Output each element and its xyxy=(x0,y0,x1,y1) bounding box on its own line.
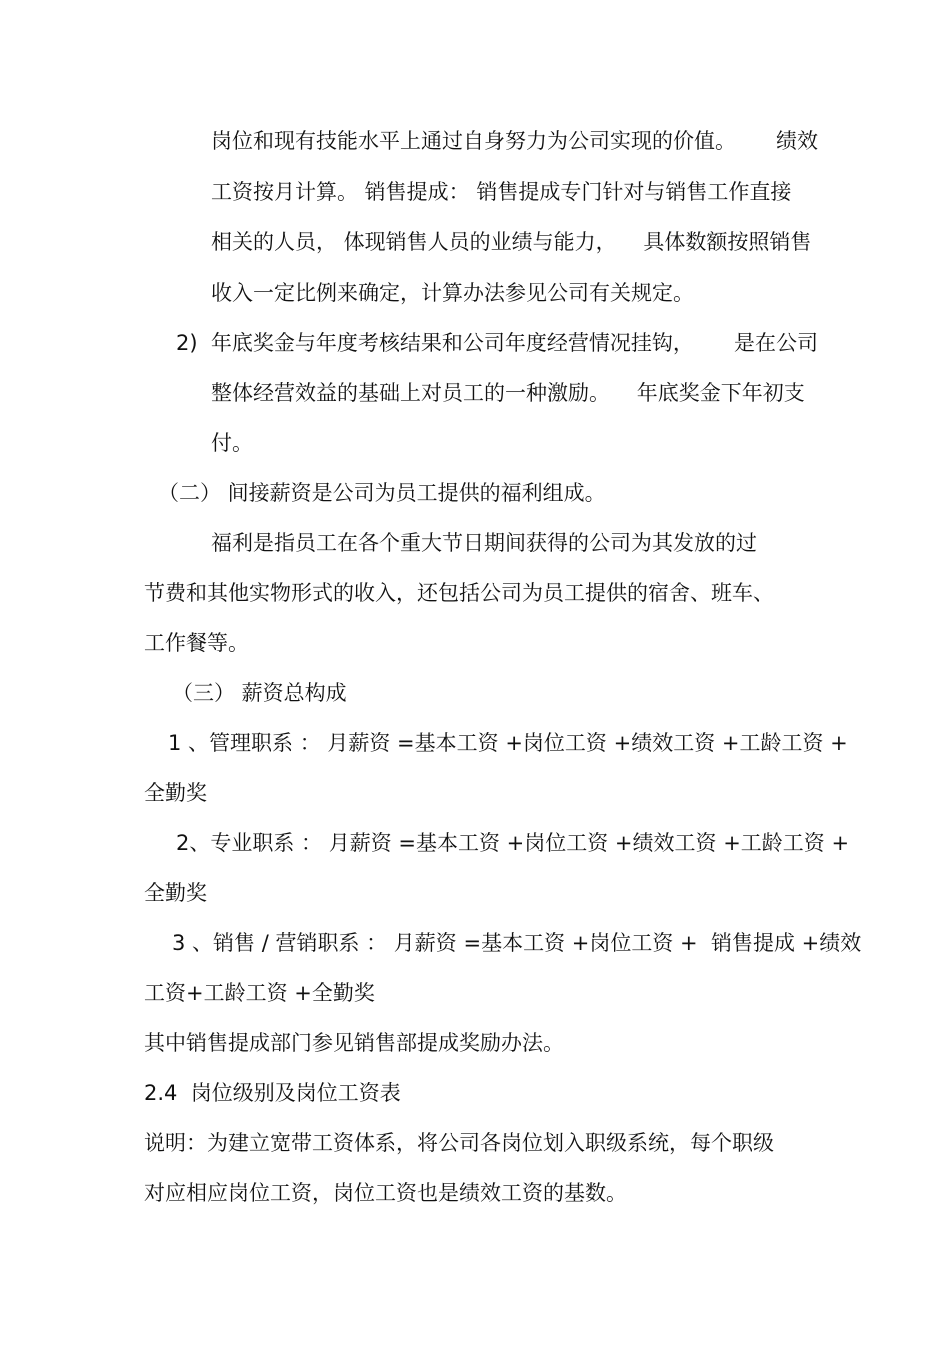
paragraph-line: 全勤奖 xyxy=(144,781,207,805)
list-item-2: 2) 年底奖金与年度考核结果和公司年度经营情况挂钩， 是在公司 xyxy=(176,331,818,355)
paragraph-line: 相关的人员， 体现销售人员的业绩与能力， 具体数额按照销售 xyxy=(211,230,812,254)
paragraph-line: 整体经营效益的基础上对员工的一种激励。 年底奖金下年初支 xyxy=(211,381,805,405)
paragraph-line: 福利是指员工在各个重大节日期间获得的公司为其发放的过 xyxy=(211,531,757,555)
pay-formula-professional: 2、专业职系 ： 月薪资 =基本工资 +岗位工资 +绩效工资 +工龄工资 + xyxy=(176,831,850,855)
pay-formula-sales: 3 、销售 / 营销职系 ： 月薪资 =基本工资 +岗位工资 + 销售提成 +绩效 xyxy=(172,931,862,955)
paragraph-line: 工资+工龄工资 +全勤奖 xyxy=(144,981,375,1005)
paragraph-line: 工资按月计算。 销售提成： 销售提成专门针对与销售工作直接 xyxy=(211,180,792,204)
pay-formula-management: 1 、管理职系 ： 月薪资 =基本工资 +岗位工资 +绩效工资 +工龄工资 + xyxy=(168,731,848,755)
section-heading-pay-structure: （三） 薪资总构成 xyxy=(172,681,347,705)
section-heading-2-4: 2.4 岗位级别及岗位工资表 xyxy=(144,1081,401,1105)
paragraph-line: 收入一定比例来确定，计算办法参见公司有关规定。 xyxy=(211,281,694,305)
paragraph-line: 付。 xyxy=(211,431,253,455)
paragraph-line: 工作餐等。 xyxy=(144,631,249,655)
paragraph-line: 全勤奖 xyxy=(144,881,207,905)
paragraph-line: 说明：为建立宽带工资体系，将公司各岗位划入职级系统，每个职级 xyxy=(144,1131,774,1155)
paragraph-line: 对应相应岗位工资，岗位工资也是绩效工资的基数。 xyxy=(144,1181,627,1205)
paragraph-line: 其中销售提成部门参见销售部提成奖励办法。 xyxy=(144,1031,564,1055)
paragraph-line: 岗位和现有技能水平上通过自身努力为公司实现的价值。 绩效 xyxy=(211,129,819,153)
section-heading-indirect-pay: （二） 间接薪资是公司为员工提供的福利组成。 xyxy=(158,481,606,505)
paragraph-line: 节费和其他实物形式的收入，还包括公司为员工提供的宿舍、班车、 xyxy=(144,581,774,605)
